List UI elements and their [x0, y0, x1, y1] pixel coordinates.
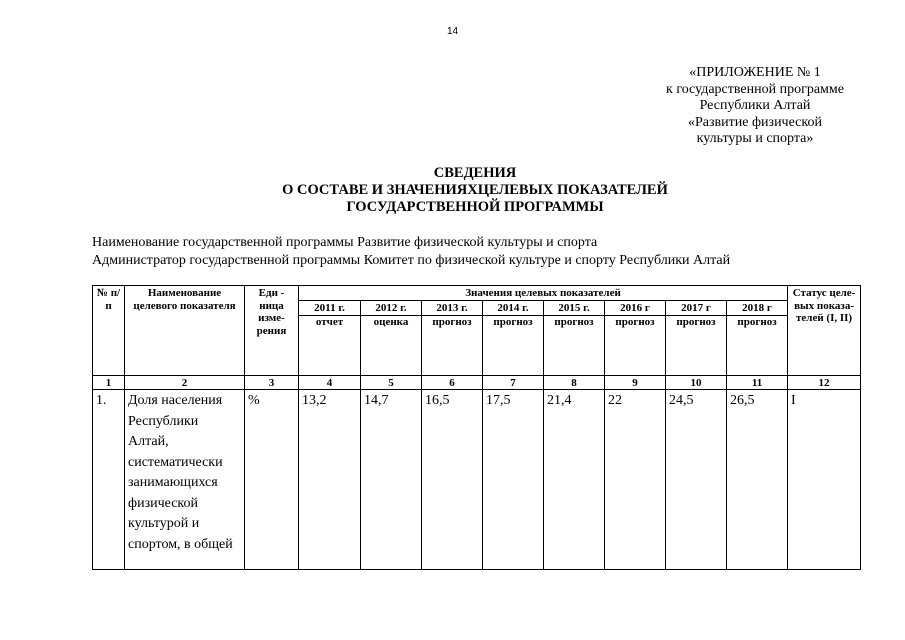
column-number: 6 — [422, 376, 483, 390]
heading-line: ГОСУДАРСТВЕННОЙ ПРОГРАММЫ — [346, 199, 604, 215]
header-year-type: прогноз — [544, 316, 605, 376]
column-number: 12 — [788, 376, 861, 390]
header-year: 2013 г. — [422, 301, 483, 316]
program-name-line: Наименование государственной программы Развитие физической культуры и спорта — [92, 235, 598, 250]
row-unit: % — [245, 390, 299, 570]
appendix-line: «ПРИЛОЖЕНИЕ № 1 — [689, 65, 821, 80]
header-year: 2016 г — [605, 301, 666, 316]
column-number: 11 — [727, 376, 788, 390]
header-year-type: прогноз — [727, 316, 788, 376]
header-year-type: прогноз — [483, 316, 544, 376]
heading-line: СВЕДЕНИЯ — [433, 165, 517, 181]
appendix-note — [640, 65, 870, 148]
header-year-type: отчет — [299, 316, 361, 376]
column-number: 7 — [483, 376, 544, 390]
row-value: 21,4 — [544, 390, 605, 570]
row-value: 26,5 — [727, 390, 788, 570]
row-num: 1. — [93, 390, 125, 570]
row-value: 14,7 — [361, 390, 422, 570]
appendix-line: «Развитие физической — [688, 114, 822, 130]
appendix-line: культуры и спорта» — [696, 131, 814, 146]
header-year-type: прогноз — [422, 316, 483, 376]
header-unit: Еди - ница изме- рения — [245, 286, 299, 376]
header-num: № п/п — [93, 286, 125, 376]
appendix-line: к государственной программе — [666, 81, 844, 97]
header-values-group: Значения целевых показателей — [299, 286, 788, 301]
column-number: 1 — [93, 376, 125, 390]
appendix-line: Республики Алтай — [699, 98, 811, 113]
header-year-type: прогноз — [666, 316, 727, 376]
heading-line: О СОСТАВЕ И ЗНАЧЕНИЯХЦЕЛЕВЫХ ПОКАЗАТЕЛЕЙ — [282, 182, 668, 198]
row-status: I — [788, 390, 861, 570]
header-year-type: оценка — [361, 316, 422, 376]
column-number: 8 — [544, 376, 605, 390]
column-number: 4 — [299, 376, 361, 390]
document-heading — [0, 165, 905, 216]
row-value: 24,5 — [666, 390, 727, 570]
header-year-type: прогноз — [605, 316, 666, 376]
column-number: 9 — [605, 376, 666, 390]
header-status: Статус целе- вых показа- телей (I, II) — [788, 286, 861, 376]
header-year: 2015 г. — [544, 301, 605, 316]
header-year: 2012 г. — [361, 301, 422, 316]
table-row — [93, 390, 861, 570]
header-indicator: Наименование целевого показателя — [125, 286, 245, 376]
row-value: 22 — [605, 390, 666, 570]
row-value: 13,2 — [299, 390, 361, 570]
row-value: 16,5 — [422, 390, 483, 570]
header-year: 2011 г. — [299, 301, 361, 316]
column-number: 10 — [666, 376, 727, 390]
header-year: 2014 г. — [483, 301, 544, 316]
row-indicator: Доля населения Республики Алтай, систематически занимающихся физической культурой и спортом, в общей — [125, 390, 245, 570]
administrator-line: Администратор государственной программы Комитет по физической культуре и спорту Республики Алтай — [92, 253, 731, 268]
indicators-table — [92, 285, 861, 570]
header-year: 2017 г — [666, 301, 727, 316]
column-number: 3 — [245, 376, 299, 390]
header-year: 2018 г — [727, 301, 788, 316]
column-number: 5 — [361, 376, 422, 390]
page-number: 14 — [446, 26, 459, 37]
row-value: 17,5 — [483, 390, 544, 570]
column-number: 2 — [125, 376, 245, 390]
